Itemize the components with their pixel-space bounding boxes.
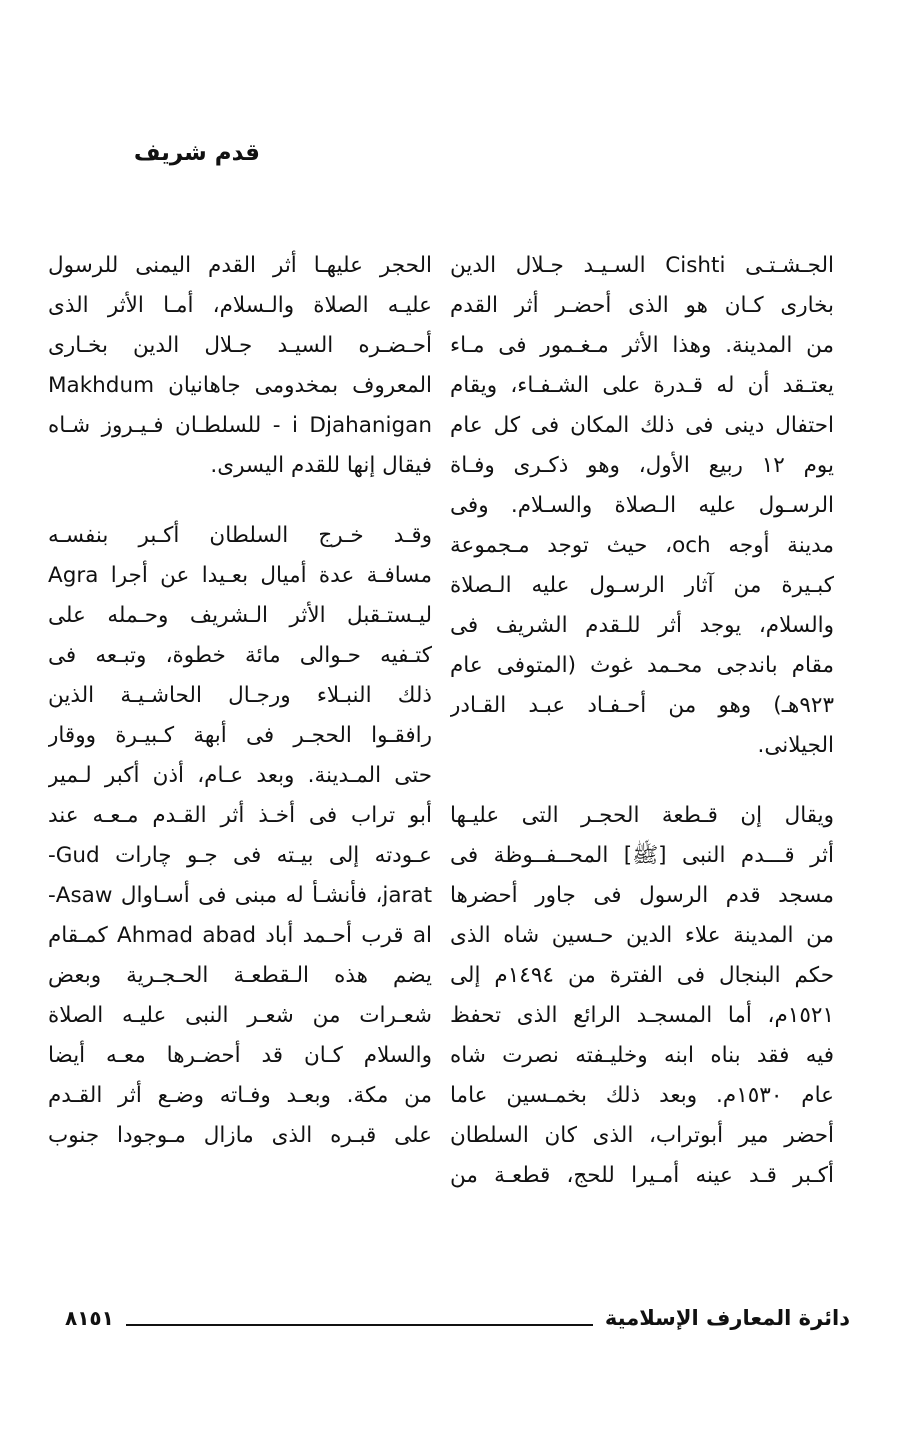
text-line: على قبـره الذى مازال مـوجودا جنوب (48, 1123, 432, 1148)
text-line: ذلك النبـلاء ورجـال الحاشـيـة الذين (48, 683, 432, 708)
text-line: الحجر عليهـا أثر القدم اليمنى للرسول (48, 253, 432, 278)
running-header: قدم شريف (133, 140, 260, 166)
text-line: مسجد قدم الرسول فى جاور أحضرها (450, 883, 834, 908)
paragraph (450, 796, 834, 1196)
text-line: فيقال إنها للقدم اليسرى. (210, 453, 432, 478)
left-column (48, 246, 432, 1156)
text-line: عـودته إلى بيـته فى جـو چارات Gud- (48, 843, 432, 868)
paragraph (48, 246, 432, 486)
right-column (450, 246, 834, 1196)
text-line: كتـفيه حـوالى مائة خطوة، وتبـعه فى (48, 643, 432, 668)
text-line: ليـستـقبل الأثر الـشريف وحـمله على (48, 603, 432, 628)
text-line: المعروف بمخدومى جاهانيان Makhdum (48, 373, 432, 398)
page-footer (65, 1300, 850, 1336)
text-line: ٩٢٣هـ) وهو من أحـفـاد عبـد القـادر (450, 693, 834, 718)
text-line: أحـضـره السيـد جـلال الدين بخـارى (48, 333, 432, 358)
paragraph (48, 516, 432, 1156)
text-line: الجـشـتـى Cishti السـيـد جـلال الدين (450, 253, 834, 278)
paragraph (450, 246, 834, 766)
text-line: فيه فقد بناه ابنه وخليـفته نصرت شاه (450, 1043, 834, 1068)
text-line: عام ١٥٣٠م. وبعد ذلك بخمـسين عاما (450, 1083, 834, 1108)
text-line: يضم هذه الـقطعـة الحـجـرية وبعض (48, 963, 432, 988)
text-line: رافقـوا الحجـر فى أبهة كـبيـرة ووقار (48, 723, 432, 748)
text-line: الرسـول عليه الـصلاة والسـلام. وفى (450, 493, 834, 518)
text-line: i Djahanigan - للسلطـان فـيـروز شـاه (48, 413, 432, 438)
text-line: حكم البنجال فى الفترة من ١٤٩٤م إلى (450, 963, 834, 988)
text-line: يعتـقد أن له قـدرة على الشـفـاء، ويقام (450, 373, 834, 398)
text-line: يوم ١٢ ربيع الأول، وهو ذكـرى وفـاة (450, 453, 834, 478)
text-line: وقـد خـرج السلطان أكـبر بنفسـه (48, 523, 432, 548)
text-line: حتى المـدينة. وبعد عـام، أذن أكبر لـمير (48, 763, 432, 788)
text-line: أكـبر قـد عينه أمـيرا للحج، قطعـة من (450, 1163, 834, 1188)
text-line: مسافـة عدة أميال بعـيدا عن أجرا Agra (48, 563, 432, 588)
text-line: مدينة أوجه och، حيث توجد مـجموعة (450, 533, 834, 558)
text-line: من المدينة. وهذا الأثر مـغـمور فى مـاء (450, 333, 834, 358)
text-line: مقام باندجى محـمد غوث (المتوفى عام (450, 653, 834, 678)
text-line: أبو تراب فى أخـذ أثر القـدم مـعـه عند (48, 803, 432, 828)
text-line: احتفال دينى فى ذلك المكان فى كل عام (450, 413, 834, 438)
text-line: من المدينة علاء الدين حـسين شاه الذى (450, 923, 834, 948)
footer-rule (126, 1324, 593, 1326)
text-line: ويقال إن قـطعة الحجـر التى عليـها (450, 803, 834, 828)
text-line: أحضر مير أبوتراب، الذى كان السلطان (450, 1123, 834, 1148)
text-line: jarat، فأنشـأ له مبنى فى أسـاوال Asaw- (48, 883, 432, 908)
text-line: al قرب أحـمد أباد Ahmad abad كمـقام (48, 923, 432, 948)
text-line: والسلام كـان قد أحضـرها معـه أيضا (48, 1043, 432, 1068)
text-line: أثر قـــدم النبى [ﷺ] المحــفــوظة فى (450, 843, 834, 868)
text-line: شعـرات من شعـر النبى عليـه الصلاة (48, 1003, 432, 1028)
text-line: من مكة. وبعـد وفـاته وضـع أثر القـدم (48, 1083, 432, 1108)
text-line: بخارى كـان هو الذى أحضـر أثر القدم (450, 293, 834, 318)
journal-title: دائرة المعارف الإسلامية (604, 1306, 850, 1330)
page-number: ٨١٥١ (65, 1306, 114, 1330)
text-line: ١٥٢١م، أما المسجـد الرائع الذى تحفظ (450, 1003, 834, 1028)
text-line: كبـيرة من آثار الرسـول عليه الـصلاة (450, 573, 834, 598)
text-line: عليـه الصلاة والـسلام، أمـا الأثر الذى (48, 293, 432, 318)
text-line: الجيلانى. (757, 733, 834, 758)
text-line: والسلام، يوجد أثر للـقدم الشريف فى (450, 613, 834, 638)
